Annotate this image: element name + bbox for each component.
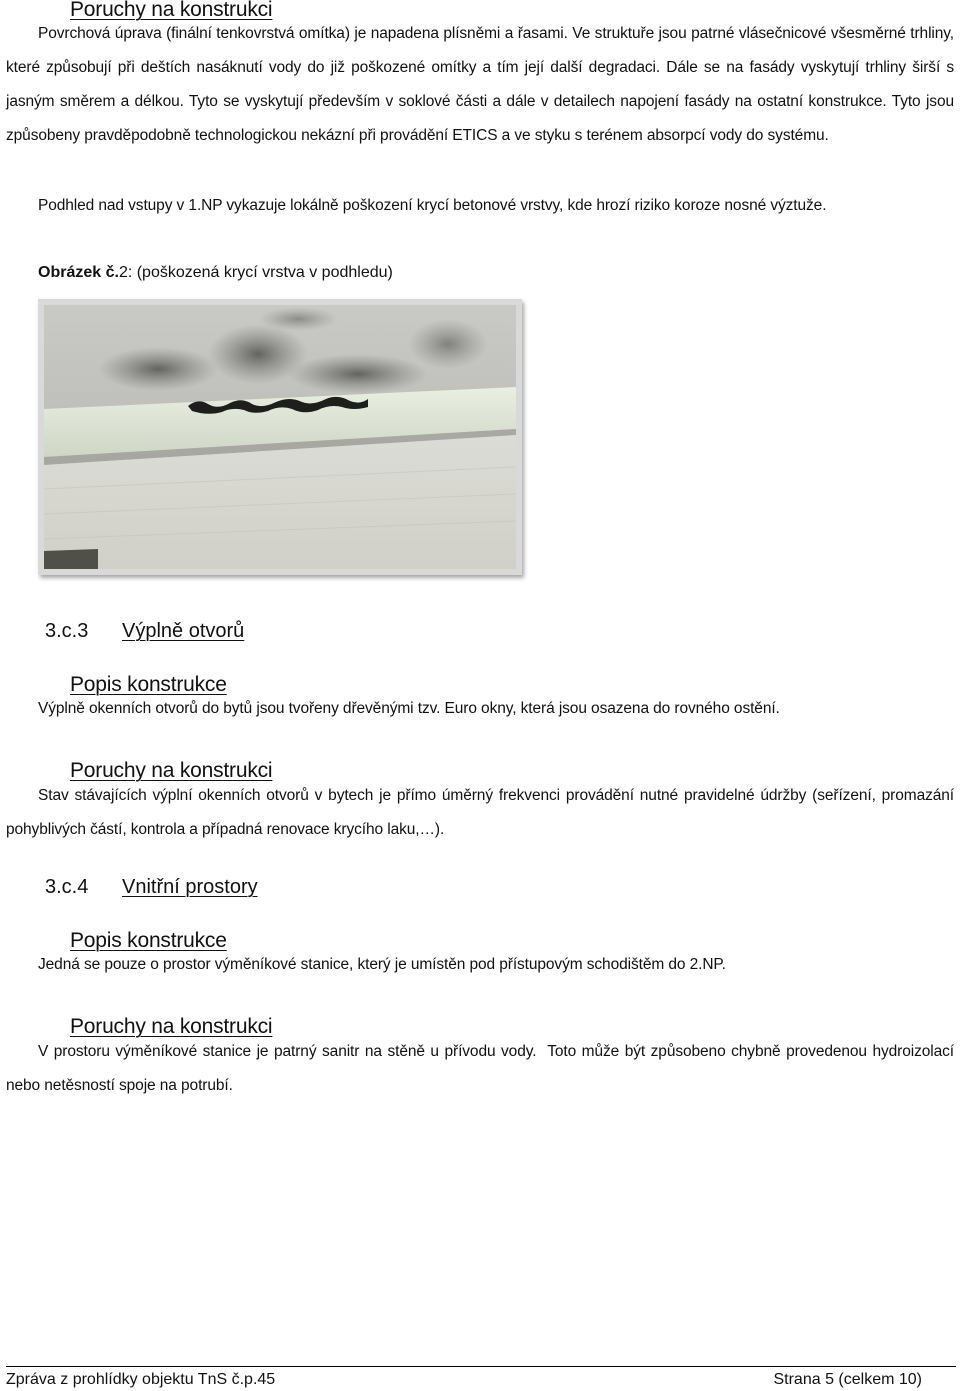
section-3c4-number: 3.c.4 [45, 876, 89, 898]
paragraph-popis-3c4: Jedná se pouze o prostor výměníkové stanice, který je umístěn pod přístupovým schodištěm do 2.NP. [38, 956, 726, 973]
figure-caption [38, 264, 393, 282]
heading-poruchy-3c4: Poruchy na konstrukci [70, 1015, 273, 1038]
section-3c3-title: Výplně otvorů [122, 620, 245, 642]
figure-caption-text: 2: (poškozená krycí vrstva v podhledu) [118, 264, 393, 281]
heading-poruchy-a: Poruchy na konstrukci [70, 0, 273, 21]
paragraph-podhled-note: Podhled nad vstupy v 1.NP vykazuje lokálně poškození krycí betonové vrstvy, kde hrozí riziko koroze nosné výztuže. [38, 197, 827, 214]
section-3c3-number: 3.c.3 [45, 620, 89, 642]
paragraph-popis-3c3: Výplně okenních otvorů do bytů jsou tvořeny dřevěnými tzv. Euro okny, která jsou osazena do rovného ostění. [38, 700, 780, 717]
paragraph-poruchy-3c3: Stav stávajících výplní okenních otvorů v bytech je přímo úměrný frekvenci provádění nutné pravidelné údržby (seřízení, promazání pohyblivých částí, kontrola a případná renovace krycího laku,…). [6, 787, 954, 838]
figure-label: Obrázek č. [38, 264, 119, 281]
heading-poruchy-3c3: Poruchy na konstrukci [70, 759, 273, 782]
heading-popis-3c3: Popis konstrukce [70, 673, 227, 696]
photo-damaged-soffit [38, 299, 522, 575]
paragraph-poruchy-3c4: V prostoru výměníkové stanice je patrný sanitr na stěně u přívodu vody. Toto může být způsobeno chybně provedenou hydroizolací nebo netěsností spoje na potrubí. [6, 1043, 959, 1094]
photo-image [38, 299, 522, 575]
paragraph-poruchy-a: Povrchová úprava (finální tenkovrstvá omítka) je napadena plísněmi a řasami. Ve struktuře jsou patrné vlásečnicové všesměrné trhliny, které způsobují při deštích nasáknutí vody do již poškozené omítky a tím její další degradaci. Dále se na fasády vyskytují trhliny širší s jasným směrem a délkou. Tyto se vyskytují především v soklové části a dále v detailech napojení fasády na ostatní konstrukce. Tyto jsou způsobeny pravděpodobně technologickou nekázní při provádění ETICS a ve styku s terénem absorpcí vody do systému. [6, 25, 954, 144]
heading-popis-3c4: Popis konstrukce [70, 929, 227, 952]
footer-page-number: Strana 5 (celkem 10) [773, 1371, 922, 1388]
footer-document-title: Zpráva z prohlídky objektu TnS č.p.45 [6, 1371, 276, 1388]
section-3c4-title: Vnitřní prostory [122, 876, 258, 898]
footer-divider [6, 1366, 956, 1367]
